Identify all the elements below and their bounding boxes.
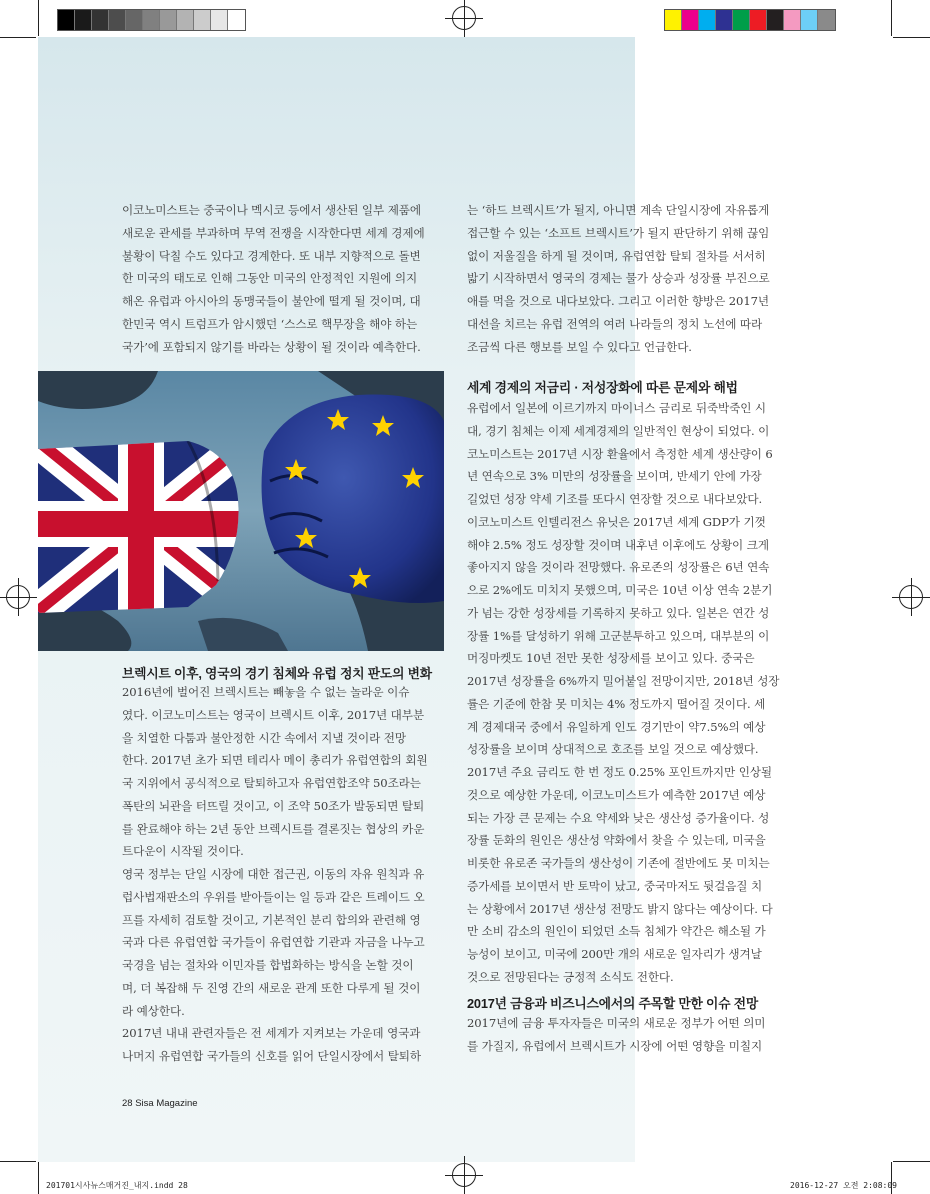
brexit-fists-photo (38, 371, 444, 651)
low-growth-section-text (467, 397, 791, 989)
text-line: 라 예상한다. (122, 1003, 185, 1018)
text-line: 성장률을 보이며 상대적으로 호조를 보일 것으로 예상했다. (467, 742, 759, 757)
crop-mark (893, 1161, 930, 1162)
text-line: 비롯한 유로존 국가들의 생산성이 기존에 절반에도 못 미치는 (467, 856, 770, 870)
crop-mark (893, 37, 930, 38)
text-line: 한다. 2017년 초가 되면 테리사 메이 총리가 유럽연합의 회원 (122, 753, 428, 768)
color-swatch (194, 10, 211, 30)
color-swatch (211, 10, 228, 30)
crop-mark (38, 0, 39, 36)
text-line: 폭탄의 뇌관을 터뜨릴 것이고, 이 조약 50조가 발동되면 탈퇴 (122, 798, 425, 813)
color-swatch (801, 10, 818, 30)
text-line: 는 ‘하드 브렉시트’가 될지, 아니면 계속 단일시장에 자유롭게 (467, 203, 770, 217)
text-line: 해온 유럽과 아시아의 동맹국들이 불안에 떨게 될 것이며, 대 (122, 294, 421, 308)
color-swatch (716, 10, 733, 30)
color-swatch (767, 10, 784, 30)
text-line: 국가’에 포함되지 않기를 바라는 상황이 될 것이라 예측한다. (122, 339, 421, 354)
text-line: 길었던 성장 약세 기조를 또다시 연장할 것으로 내다보았다. (467, 492, 763, 506)
text-line: 였다. 이코노미스트는 영국이 브렉시트 이후, 2017년 대부분 (122, 707, 424, 722)
color-swatch (228, 10, 245, 30)
text-line: 만 소비 감소의 원인이 되었던 소득 침체가 약간은 해소될 가 (467, 924, 766, 939)
text-line: 프를 자세히 검토할 것이고, 기본적인 분리 합의와 관련해 영 (122, 912, 421, 927)
registration-mark-icon (6, 585, 30, 609)
text-line: 대선을 치르는 유럽 전역의 여러 나라들의 정치 노선에 따라 (467, 316, 763, 331)
finance-section-heading: 2017년 금융과 비즈니스에서의 주목할 만한 이슈 전망 (467, 996, 759, 1011)
text-line: 2017년 주요 금리도 한 번 정도 0.25% 포인트까지만 인상될 (467, 765, 773, 779)
text-line: 2017년 성장률을 6%까지 밀어붙일 전망이지만, 2018년 성장 (467, 674, 780, 688)
text-line: 2017년에 금융 투자자들은 미국의 새로운 정부가 어떤 의미 (467, 1016, 766, 1030)
text-line: 영국 정부는 단일 시장에 대한 접근권, 이동의 자유 원칙과 유 (122, 867, 425, 881)
text-line: 이코노미스트는 중국이나 멕시코 등에서 생산된 일부 제품에 (122, 203, 422, 217)
text-line: 이코노미스트 인텔리전스 유닛은 2017년 세계 GDP가 기껏 (467, 514, 766, 529)
color-swatch (665, 10, 682, 30)
text-line: 를 완료해야 하는 2년 동안 브렉시트를 결론짓는 협상의 카운 (122, 821, 425, 836)
text-line: 럽사법재판소의 우위를 받아들이는 일 등과 같은 트레이드 오 (122, 889, 425, 904)
crop-mark (0, 1161, 36, 1162)
text-line: 을 치열한 다툼과 불안정한 시간 속에서 지낼 것이라 전망 (122, 730, 406, 745)
text-line: 머징마켓도 10년 전만 못한 성장세를 보이고 있다. 중국은 (467, 651, 755, 666)
text-line: 률은 기준에 한참 못 미치는 4% 정도까지 떨어질 것이다. 세 (467, 696, 766, 711)
grayscale-color-bar (57, 9, 246, 31)
left-intro-text (122, 199, 444, 358)
brexit-section-heading: 브렉시트 이후, 영국의 경기 침체와 유럽 정치 판도의 변화 (122, 666, 432, 681)
registration-mark-icon (899, 585, 923, 609)
text-line: 2017년 내내 관련자들은 전 세계가 지켜보는 가운데 영국과 (122, 1026, 421, 1041)
text-line: 증가세를 보이면서 반 토막이 났고, 중국마저도 뒷걸음질 치 (467, 878, 763, 893)
brexit-section-text (122, 681, 444, 1068)
color-swatch (682, 10, 699, 30)
color-swatch (160, 10, 177, 30)
text-line: 되는 가장 큰 문제는 수요 약세와 낮은 생산성 증가율이다. 성 (467, 810, 770, 825)
process-color-bar (664, 9, 836, 31)
registration-mark-icon (452, 6, 476, 30)
text-line: 것으로 예상한 가운데, 이코노미스트가 예측한 2017년 예상 (467, 787, 766, 802)
crop-mark (0, 37, 36, 38)
text-line: 코노미스트는 2017년 시장 환율에서 측정한 세계 생산량이 6 (467, 446, 773, 461)
text-line: 를 가질지, 유럽에서 브렉시트가 시장에 어떤 영향을 미칠지 (467, 1038, 763, 1053)
text-line: 트다운이 시작될 것이다. (122, 844, 244, 859)
registration-mark-icon (452, 1163, 476, 1187)
crop-mark (38, 1162, 39, 1194)
text-line: 새로운 관세를 부과하며 무역 전쟁을 시작한다면 세계 경제에 (122, 225, 425, 240)
color-swatch (177, 10, 194, 30)
crop-mark (891, 0, 892, 36)
text-line: 능성이 보이고, 미국에 200만 개의 새로운 일자리가 생겨날 (467, 947, 762, 961)
text-line: 유럽에서 일본에 이르기까지 마이너스 금리로 뒤죽박죽인 시 (467, 401, 767, 415)
text-line: 며, 더 복잡해 두 진영 간의 새로운 관계 또한 다루게 될 것이 (122, 980, 421, 995)
text-line: 접근할 수 있는 ‘소프트 브렉시트’가 될지 판단하기 위해 끊임 (467, 225, 770, 240)
text-line: 밟기 시작하면서 영국의 경제는 물가 상승과 성장률 부진으로 (467, 271, 770, 286)
text-line: 국 지위에서 공식적으로 탈퇴하고자 유럽연합조약 50조라는 (122, 776, 421, 790)
color-swatch (733, 10, 750, 30)
text-line: 년 연속으로 3% 미만의 성장률을 보이며, 반세기 안에 가장 (467, 469, 762, 484)
color-swatch (143, 10, 160, 30)
text-line: 장률 둔화의 원인은 생산성 약화에서 찾을 수 있는데, 미국을 (467, 833, 766, 848)
text-line: 한 미국의 태도로 인해 그동안 미국의 안정적인 지원에 의지 (122, 271, 418, 286)
color-swatch (750, 10, 767, 30)
text-line: 조금씩 다른 행보를 보일 수 있다고 언급한다. (467, 339, 692, 354)
text-line: 대, 경기 침체는 이제 세계경제의 일반적인 현상이 되었다. 이 (467, 423, 770, 438)
text-line: 국경을 넘는 절차와 이민자를 합법화하는 방식을 논할 것이 (122, 958, 414, 972)
file-slug: 201701시사뉴스매거진_내지.indd 28 (46, 1181, 188, 1190)
text-line: 국과 다른 유럽연합 국가들이 유럽연합 기관과 자금을 나누고 (122, 935, 425, 950)
low-growth-section-heading: 세계 경제의 저금리 · 저성장화에 따른 문제와 해법 (467, 380, 738, 395)
text-line: 애를 먹을 것으로 내다보았다. 그리고 이러한 향방은 2017년 (467, 294, 769, 308)
text-line: 계 경제대국 중에서 유일하게 인도 경기만이 약7.5%의 예상 (467, 719, 766, 734)
color-swatch (92, 10, 109, 30)
text-line: 으로 2%에도 미치지 못했으며, 미국은 10년 이상 연속 2분기 (467, 583, 773, 597)
text-line: 는 상황에서 2017년 생산성 전망도 밝지 않다는 예상이다. 다 (467, 901, 773, 916)
text-line: 장률 1%를 달성하기 위해 고군분투하고 있으며, 대부분의 이 (467, 628, 770, 643)
text-line: 해야 2.5% 정도 성장할 것이며 내후년 이후에도 상황이 크게 (467, 537, 769, 552)
text-line: 2016년에 벌어진 브렉시트는 빼놓을 수 없는 놀라운 이슈 (122, 685, 410, 699)
color-swatch (784, 10, 801, 30)
timestamp-slug: 2016-12-27 오전 2:08:09 (790, 1181, 897, 1190)
right-intro-text (467, 199, 791, 358)
color-swatch (126, 10, 143, 30)
color-swatch (699, 10, 716, 30)
text-line: 나머지 유럽연합 국가들의 신호를 읽어 단일시장에서 탈퇴하 (122, 1049, 422, 1063)
text-line: 없이 저울질을 하게 될 것이며, 유럽연합 탈퇴 절차를 서서히 (467, 248, 766, 263)
color-swatch (75, 10, 92, 30)
text-line: 좋아지지 않을 것이라 전망했다. 유로존의 성장률은 6년 연속 (467, 560, 770, 575)
color-swatch (58, 10, 75, 30)
finance-section-text (467, 1012, 791, 1058)
color-swatch (109, 10, 126, 30)
text-line: 불황이 닥칠 수도 있다고 경계한다. 또 내부 지향적으로 돌변 (122, 248, 421, 263)
text-line: 가 넘는 강한 성장세를 기록하지 못하고 있다. 일본은 연간 성 (467, 605, 770, 620)
color-swatch (818, 10, 835, 30)
page-folio: 28 Sisa Magazine (122, 1098, 198, 1109)
text-line: 것으로 전망된다는 긍정적 소식도 전한다. (467, 969, 674, 984)
text-line: 한민국 역시 트럼프가 암시했던 ‘스스로 핵무장을 해야 하는 (122, 316, 418, 331)
